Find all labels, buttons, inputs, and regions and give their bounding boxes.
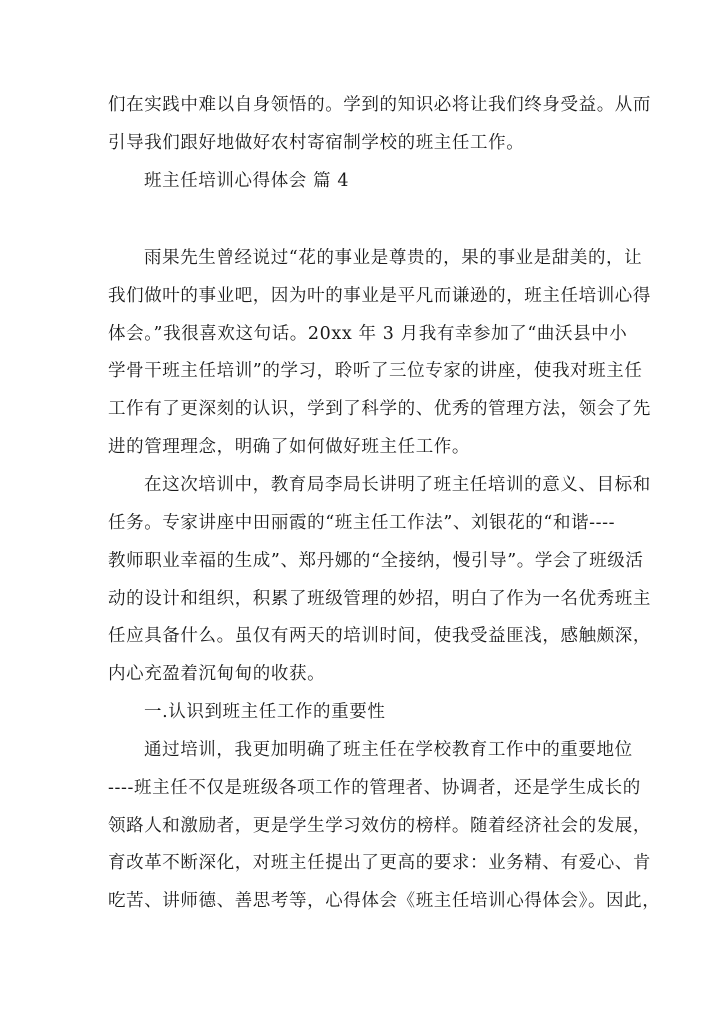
subsection-heading: 一.认识到班主任工作的重要性 [144, 702, 386, 722]
text-line: 学骨干班主任培训”的学习，聆听了三位专家的讲座，使我对班主任 [108, 361, 643, 381]
text-line: 育改革不断深化，对班主任提出了更高的要求：业务精、有爱心、肯 [108, 853, 651, 873]
text-line: 动的设计和组织，积累了班级管理的妙招，明白了作为一名优秀班主 [108, 589, 651, 609]
text-line: 教师职业幸福的生成”、郑丹娜的“全接纳，慢引导”。学会了班级活 [108, 551, 644, 571]
text-line: 我们做叶的事业吧，因为叶的事业是平凡而谦逊的，班主任培训心得 [108, 286, 651, 306]
text-line: 任务。专家讲座中田丽霞的“班主任工作法”、刘银花的“和谐---- [108, 513, 616, 533]
text-line: 内心充盈着沉甸甸的收获。 [108, 664, 326, 684]
text-line: ----班主任不仅是班级各项工作的管理者、协调者，还是学生成长的 [108, 778, 641, 798]
text-line: 任应具备什么。虽仅有两天的培训时间，使我受益匪浅，感触颇深， [108, 626, 651, 646]
text-line: 吃苦、讲师德、善思考等，心得体会《班主任培训心得体会》。因此， [108, 891, 661, 911]
text-line: 工作有了更深刻的认识，学到了科学的、优秀的管理方法，领会了先 [108, 399, 651, 419]
text-line: 进的管理理念，明确了如何做好班主任工作。 [108, 437, 470, 457]
text-line: 们在实践中难以自身领悟的。学到的知识必将让我们终身受益。从而 [108, 95, 651, 115]
text-line: 引导我们跟好地做好农村寄宿制学校的班主任工作。 [108, 133, 525, 153]
section-heading: 班主任培训心得体会 篇 4 [144, 171, 350, 191]
text-line: 雨果先生曾经说过“花的事业是尊贵的，果的事业是甜美的，让 [144, 248, 643, 268]
text-line: 体会。”我很喜欢这句话。20xx 年 3 月我有幸参加了“曲沃县中小 [108, 324, 628, 344]
text-line: 通过培训，我更加明确了班主任在学校教育工作中的重要地位 [144, 740, 633, 760]
text-line: 领路人和激励者，更是学生学习效仿的榜样。随着经济社会的发展， [108, 816, 651, 836]
text-line: 在这次培训中，教育局李局长讲明了班主任培训的意义、目标和 [144, 475, 651, 495]
